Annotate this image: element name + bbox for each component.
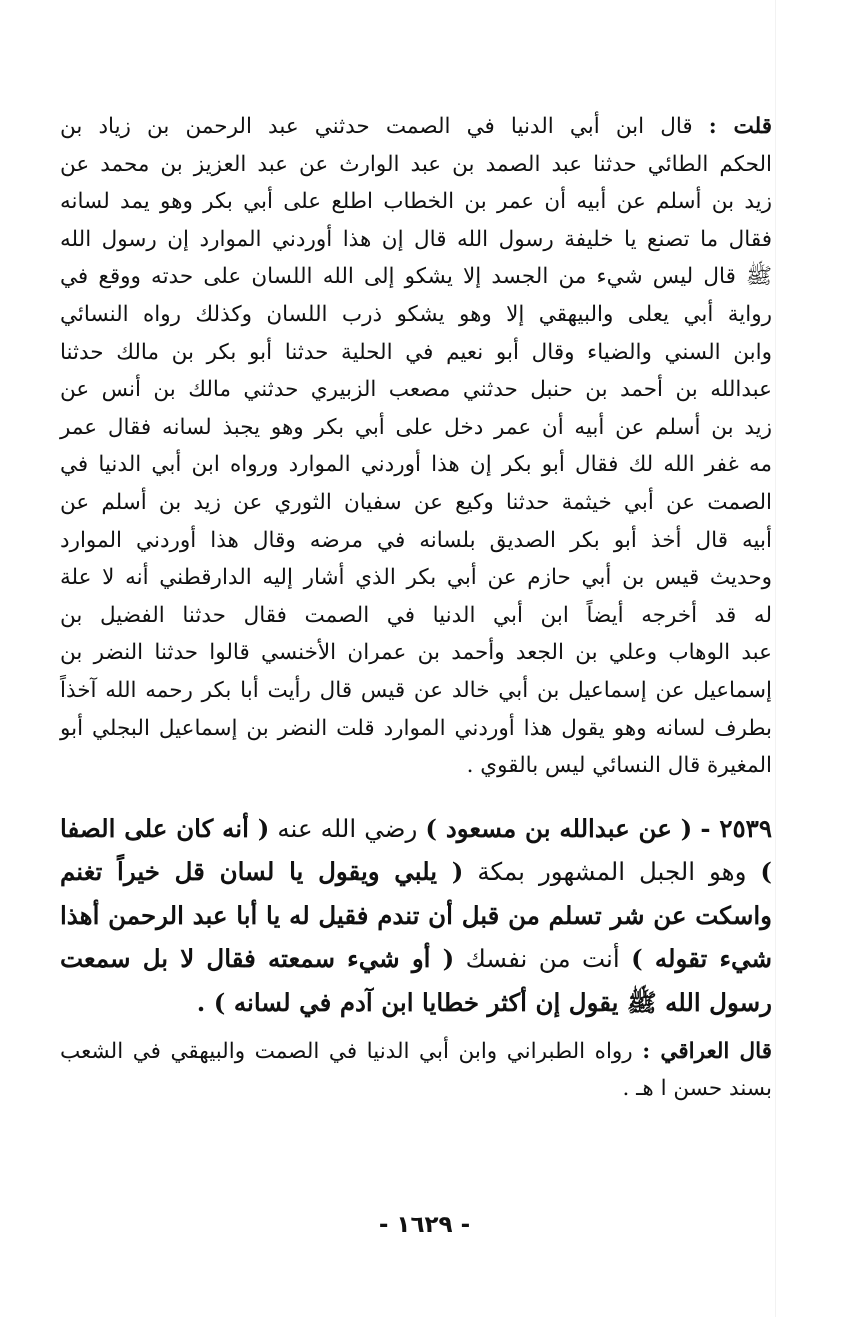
text-line: إسماعيل عن إسماعيل بن أبي خالد عن قيس قال رأيت أبا بكر رحمه الله آخذاً bbox=[60, 677, 772, 703]
hadith-text: ( أو شيء سمعته فقال لا بل سمعت رسول الله ﷺ يقول إن أكثر خطايا ابن آدم في لسانه ) . bbox=[60, 944, 772, 1018]
hadith-number: ٢٥٣٩ - bbox=[700, 813, 772, 843]
text-line: فقال ما تصنع يا خليفة رسول الله قال إن هذا أوردني الموارد إن رسول الله bbox=[60, 226, 772, 252]
hadith-text: ( أنه كان على الصفا ) bbox=[60, 813, 772, 887]
text-line: ﷺ قال ليس شيء من الجسد إلا يشكو إلى الله اللسان على حدته ووقع في bbox=[60, 264, 772, 290]
takhrij-text: رواه الطبراني وابن أبي الدنيا في الصمت والبيهقي في الشعب بسند حسن ا هـ . bbox=[60, 1038, 772, 1101]
lead-word: قلت : bbox=[708, 114, 772, 139]
page-edge-line bbox=[775, 0, 776, 1317]
text-line: بطرف لسانه وهو يقول هذا أوردني الموارد قلت النضر بن إسماعيل البجلي أبو bbox=[60, 715, 772, 741]
page-body bbox=[60, 108, 772, 1107]
text-line: أبيه قال أخذ أبو بكر الصديق بلسانه في مرضه وقال هذا أوردني الموارد bbox=[60, 527, 772, 553]
text-line: رواية أبي يعلى والبيهقي إلا وهو يشكو ذرب اللسان وكذلك رواه النسائي bbox=[60, 301, 772, 327]
hadith-paragraph bbox=[60, 807, 772, 1025]
hadith-text: ( عن عبدالله بن مسعود ) bbox=[425, 813, 693, 843]
text-line: الحكم الطائي حدثنا عبد الصمد بن عبد الوارث عن عبد العزيز بن محمد عن bbox=[60, 151, 772, 177]
commentary-text: أنت من نفسك bbox=[465, 944, 620, 974]
text-line: عبدالله بن أحمد بن حنبل حدثني مصعب الزبيري حدثني مالك بن أنس عن bbox=[60, 377, 772, 403]
commentary-text: رضي الله عنه bbox=[277, 813, 418, 843]
text-line: مه غفر الله لك فقال أبو بكر إن هذا أوردني الموارد ورواه ابن أبي الدنيا في bbox=[60, 452, 772, 478]
text-line: وحديث قيس بن أبي حازم عن أبي بكر الذي أشار إليه الدارقطني أنه لا علة bbox=[60, 565, 772, 591]
text-line: عبد الوهاب وعلي بن الجعد وأحمد بن عمران الأخنسي قالوا حدثنا النضر بن bbox=[60, 640, 772, 666]
text-line: قلت : قال ابن أبي الدنيا في الصمت حدثني عبد الرحمن بن زياد بن bbox=[60, 114, 772, 139]
lead-word: قال العراقي : bbox=[642, 1038, 772, 1064]
commentary-paragraph bbox=[60, 108, 772, 785]
takhrij-paragraph bbox=[60, 1033, 772, 1107]
text-line: الصمت عن أبي خيثمة حدثنا وكيع عن سفيان الثوري عن زيد بن أسلم عن bbox=[60, 489, 772, 515]
hadith-text: ( يلبي ويقول يا لسان قل خيراً تغنم واسكت عن شر تسلم من قبل أن تندم فقيل له يا أبا عبد الرحمن أهذا شيء تقوله ) bbox=[60, 857, 772, 974]
text-line: زيد بن أسلم عن أبيه أن عمر دخل على أبي بكر وهو يجبذ لسانه فقال عمر bbox=[60, 414, 772, 440]
page-number: - ١٦٢٩ - bbox=[378, 1212, 471, 1238]
text-line: زيد بن أسلم عن أبيه أن عمر بن الخطاب اطلع على أبي بكر وهو يمد لسانه bbox=[60, 189, 772, 215]
text-line: المغيرة قال النسائي ليس بالقوي . bbox=[466, 753, 772, 779]
text-line: له قد أخرجه أيضاً ابن أبي الدنيا في الصمت فقال حدثنا الفضيل بن bbox=[60, 602, 772, 628]
text-line: وابن السني والضياء وقال أبو نعيم في الحلية حدثنا أبو بكر بن مالك حدثنا bbox=[60, 339, 772, 365]
commentary-text: وهو الجبل المشهور بمكة bbox=[477, 857, 747, 887]
